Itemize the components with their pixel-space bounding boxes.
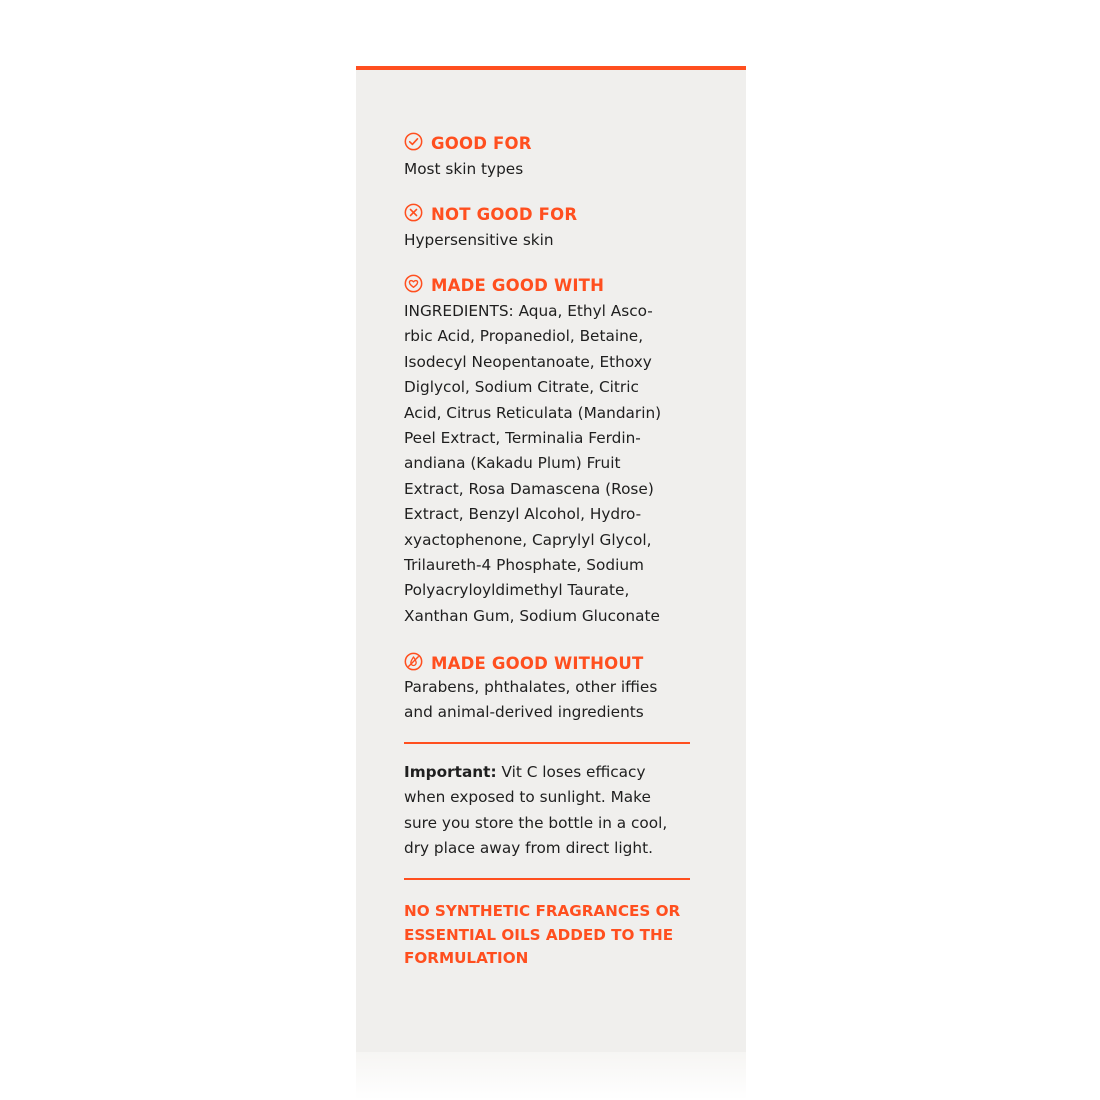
important-line-text: Vit C loses efficacy xyxy=(496,763,646,781)
ingredients-line: andiana (Kakadu Plum) Fruit xyxy=(404,454,621,473)
warning-line: FORMULATION xyxy=(404,949,529,967)
ingredients-line: Polyacryloyldimethyl Taurate, xyxy=(404,581,630,600)
divider xyxy=(404,742,690,744)
made-good-without-text xyxy=(404,675,694,726)
important-line xyxy=(404,760,694,785)
good-for-title: GOOD FOR xyxy=(431,134,532,153)
ingredients-line: INGREDIENTS: Aqua, Ethyl Asco- xyxy=(404,302,653,320)
heart-circle-icon xyxy=(404,274,431,297)
ingredients-line: Extract, Rosa Damascena (Rose) xyxy=(404,479,654,498)
ingredients-line: Acid, Citrus Reticulata (Mandarin) xyxy=(404,403,662,422)
important-line: sure you store the bottle in a cool, xyxy=(404,813,668,832)
without-line: and animal-derived ingredients xyxy=(404,703,644,722)
ingredients-line: Xanthan Gum, Sodium Gluconate xyxy=(404,606,660,625)
not-good-for-text: Hypersensitive skin xyxy=(404,231,554,249)
check-circle-icon xyxy=(404,132,431,155)
ingredients-line: xyactophenone, Caprylyl Glycol, xyxy=(404,530,652,549)
made-good-without-title: MADE GOOD WITHOUT xyxy=(431,654,644,673)
x-circle-icon xyxy=(404,203,431,226)
ingredients-line: Peel Extract, Terminalia Ferdin- xyxy=(404,429,641,448)
good-for-text: Most skin types xyxy=(404,160,524,178)
ingredients-line: rbic Acid, Propanediol, Betaine, xyxy=(404,327,644,346)
no-drop-circle-icon xyxy=(404,652,431,675)
important-line: when exposed to sunlight. Make xyxy=(404,788,651,807)
box-reflection xyxy=(356,1052,746,1100)
not-good-for-title: NOT GOOD FOR xyxy=(431,205,578,224)
ingredients-line: Isodecyl Neopentanoate, Ethoxy xyxy=(404,352,652,371)
not-good-for-heading xyxy=(404,203,577,226)
warning-line: ESSENTIAL OILS ADDED TO THE xyxy=(404,925,674,944)
ingredients-line: Trilaureth-4 Phosphate, Sodium xyxy=(404,556,644,575)
important-line: dry place away from direct light. xyxy=(404,839,653,858)
without-line: Parabens, phthalates, other iffies xyxy=(404,678,658,696)
important-label: Important: xyxy=(404,763,497,781)
no-fragrance-warning xyxy=(404,900,680,971)
ingredients-line: Extract, Benzyl Alcohol, Hydro- xyxy=(404,505,642,524)
good-for-heading xyxy=(404,132,532,155)
warning-line: NO SYNTHETIC FRAGRANCES OR xyxy=(404,902,681,920)
divider xyxy=(404,878,690,880)
made-good-with-title: MADE GOOD WITH xyxy=(431,276,605,295)
ingredients-line: Diglycol, Sodium Citrate, Citric xyxy=(404,378,639,397)
important-note xyxy=(404,760,694,862)
made-good-without-heading xyxy=(404,652,643,675)
ingredients-list xyxy=(404,299,694,629)
made-good-with-heading xyxy=(404,274,604,297)
